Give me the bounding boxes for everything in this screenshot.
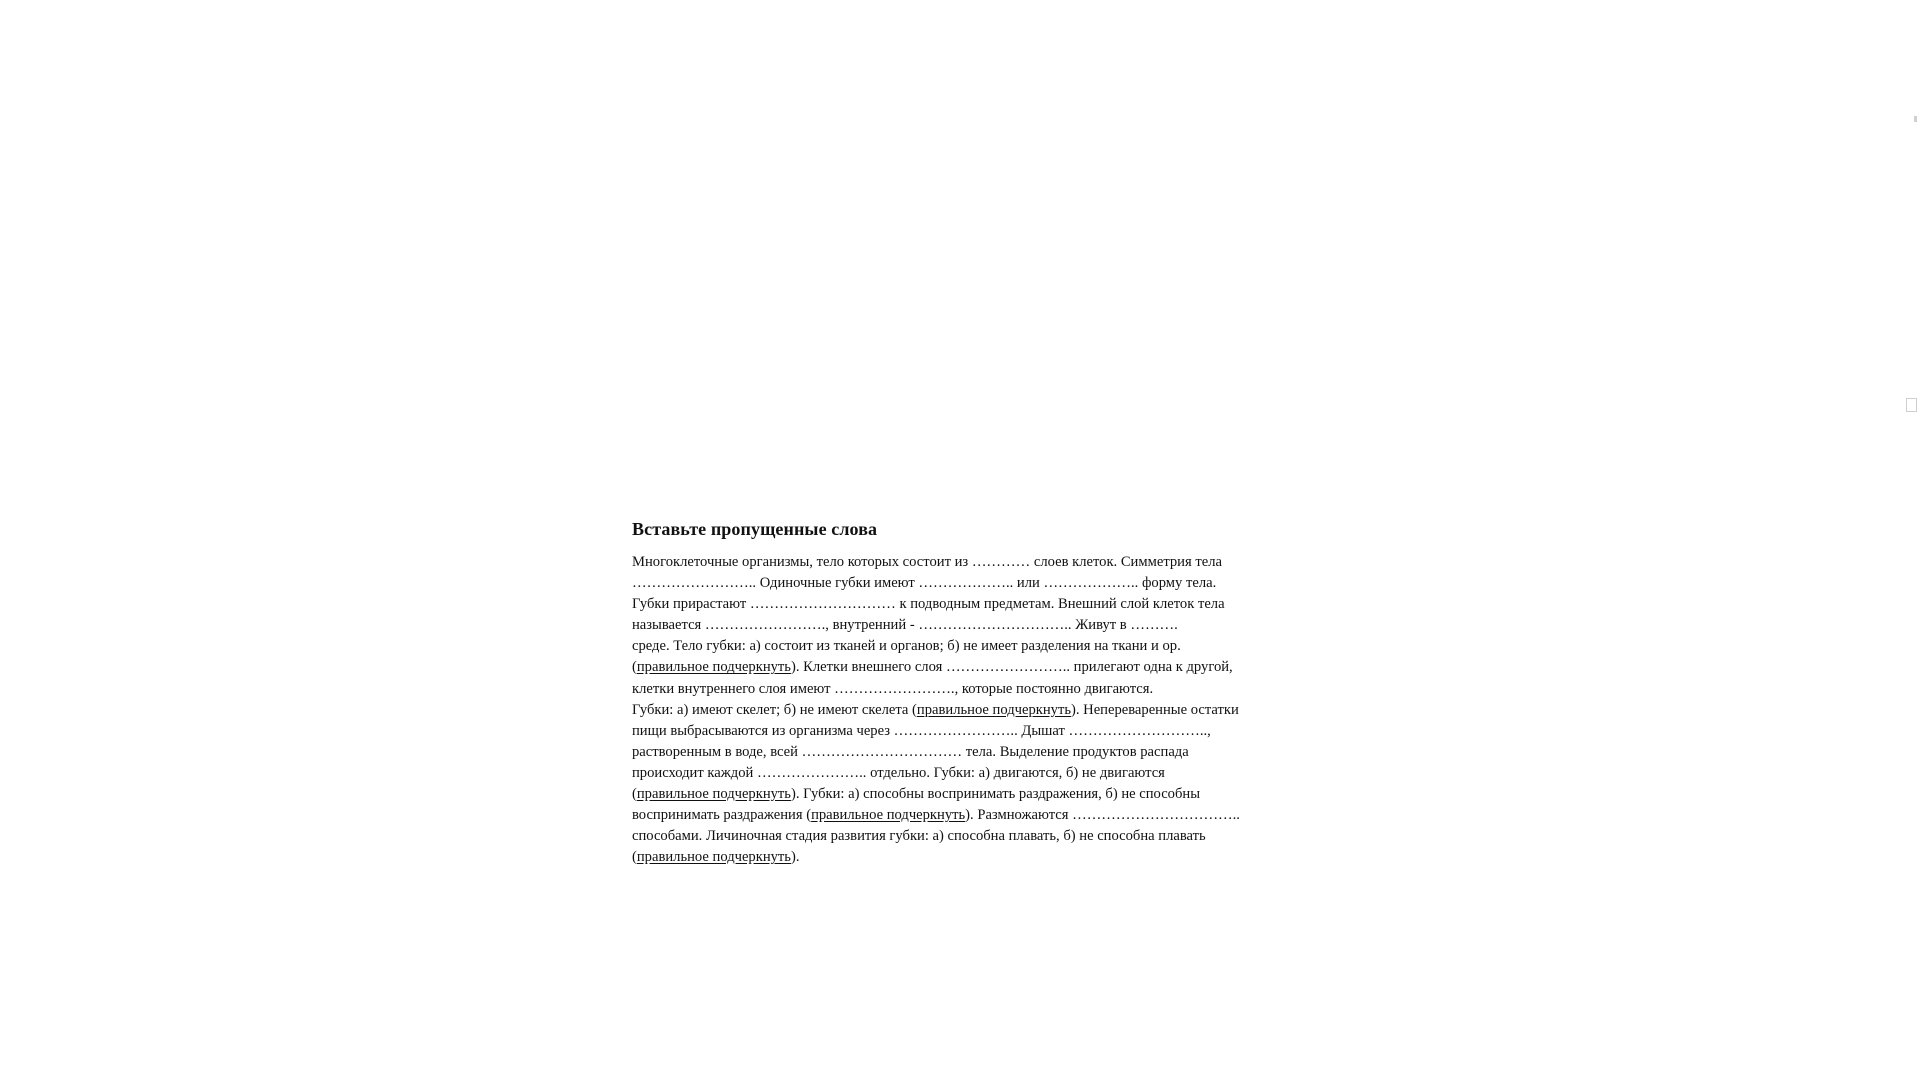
text-segment: среде. Тело губки: а) состоит из тканей и органов; б) не имеет разделения на ткани и ор.: [632, 638, 1181, 655]
text-segment: (: [632, 786, 637, 803]
text-line: [632, 594, 1312, 615]
text-segment: Многоклеточные организмы, тело которых состоит из ………… слоев клеток. Симметрия тела: [632, 554, 1222, 570]
text-line: [632, 700, 1312, 721]
text-line: [632, 552, 1312, 573]
text-line: [632, 615, 1312, 636]
text-line: [632, 826, 1312, 847]
text-segment: …………………….. Одиночные губки имеют ……………….. или ……………….. форму тела.: [632, 575, 1217, 592]
text-line: [632, 784, 1312, 805]
text-line: [632, 721, 1312, 742]
text-segment: происходит каждой ………………….. отдельно. Губки: а) двигаются, б) не двигаются: [632, 764, 1165, 781]
page-edge-artifact: [1914, 116, 1917, 122]
text-segment: Губки: а) имеют скелет; б) не имеют скелета (: [632, 701, 917, 718]
underlined-instruction: правильное подчеркнуть: [636, 849, 791, 866]
worksheet-text: [632, 552, 1312, 868]
text-line: [632, 573, 1312, 594]
worksheet-title: Вставьте пропущенные слова: [632, 519, 878, 539]
text-line: [632, 742, 1312, 763]
underlined-instruction: правильное подчеркнуть: [636, 786, 791, 803]
text-line: [632, 657, 1312, 678]
underlined-instruction: правильное подчеркнуть: [916, 701, 1071, 718]
text-segment: ).: [790, 849, 800, 866]
page-edge-marker: [1906, 398, 1917, 412]
underlined-instruction: правильное подчеркнуть: [811, 807, 966, 824]
text-segment: воспринимать раздражения (: [632, 807, 812, 824]
text-line: [632, 763, 1312, 784]
text-segment: называется ……………………., внутренний - ………………………….. Живут в ……….: [632, 617, 1178, 634]
text-segment: ). Непереваренные остатки: [1071, 701, 1239, 718]
text-segment: Губки прирастают ………………………… к подводным предметам. Внешний слой клеток тела: [632, 596, 1225, 613]
text-segment: ). Клетки внешнего слоя …………………….. прилегают одна к другой,: [790, 659, 1233, 676]
text-segment: клетки внутреннего слоя имеют ……………………., которые постоянно двигаются.: [632, 680, 1154, 697]
text-line: [632, 636, 1312, 657]
text-segment: (: [632, 659, 637, 676]
text-line: [632, 679, 1312, 700]
worksheet: [632, 518, 1312, 868]
text-line: [632, 805, 1312, 826]
underlined-instruction: правильное подчеркнуть: [636, 659, 791, 676]
text-segment: ). Губки: а) способны воспринимать раздражения, б) не способны: [790, 786, 1201, 803]
text-segment: ). Размножаются ……………………………..: [965, 807, 1240, 824]
text-segment: пищи выбрасываются из организма через …………………….. Дышат ………………………..,: [632, 722, 1211, 739]
text-segment: (: [632, 849, 637, 866]
text-segment: растворенным в воде, всей …………………………… тела. Выделение продуктов распада: [632, 743, 1189, 760]
text-line: [632, 847, 1312, 868]
text-segment: способами. Личиночная стадия развития губки: а) способна плавать, б) не способна плавать: [632, 828, 1206, 845]
